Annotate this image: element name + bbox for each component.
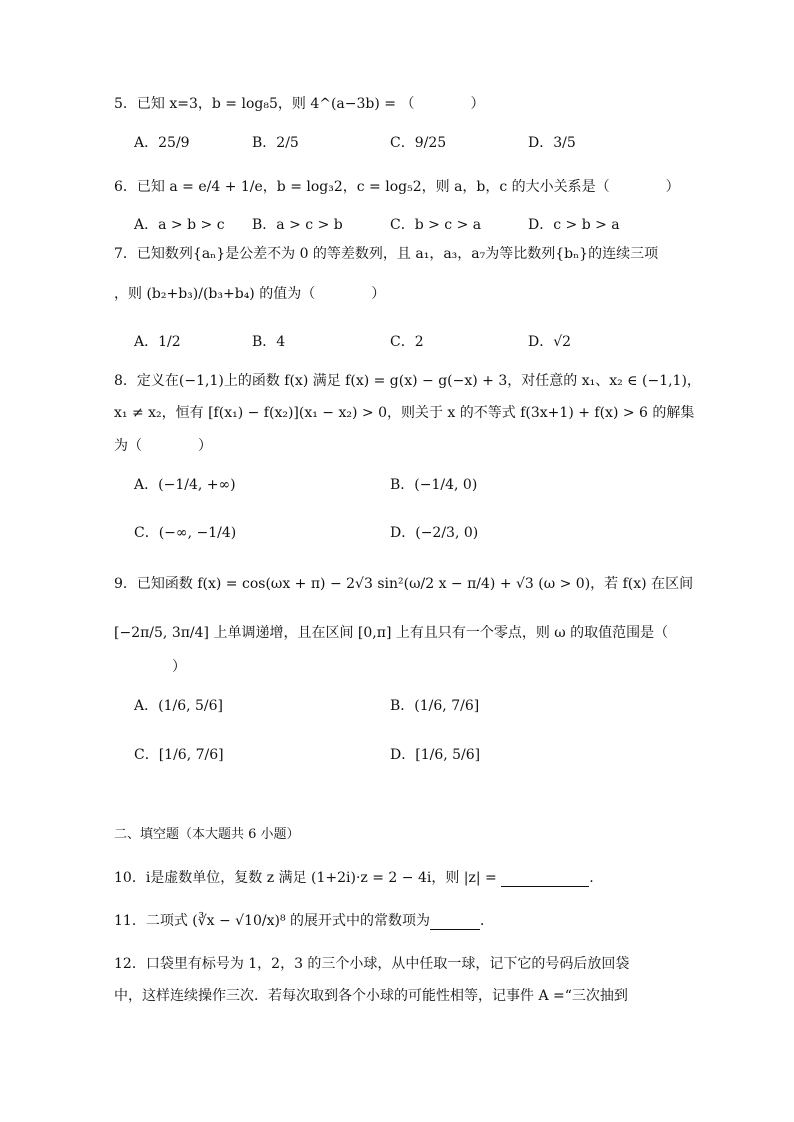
q8-option-b[interactable] (390, 476, 477, 494)
q6-option-b[interactable] (252, 216, 343, 234)
answer-blank[interactable] (430, 915, 480, 930)
q7-option-b[interactable] (252, 333, 285, 351)
question-8-line-3: 为（ ） (114, 438, 212, 454)
option-value: 9/25 (414, 135, 447, 151)
option-label: A． (134, 698, 159, 714)
option-value: 3/5 (553, 135, 576, 151)
section-heading: 二、填空题（本大题共 6 小题） (114, 827, 300, 842)
option-value: (1/6, 5/6] (158, 698, 224, 714)
period-mark: . (589, 870, 594, 886)
option-label: D． (528, 217, 554, 233)
question-5-stem: 5．已知 x=3，b = log₈5，则 4^(a−3b) = （ ） (114, 96, 485, 112)
q5-option-c[interactable] (390, 134, 446, 152)
option-label: B． (390, 698, 415, 714)
q6-option-a[interactable] (134, 216, 225, 234)
question-9-line-2: [−2π/5, 3π/4] 上单调递增，且在区间 [0,π] 上有且只有一个零点，则 ω 的取值范围是（ (114, 625, 669, 641)
q5-option-a[interactable] (134, 134, 190, 152)
question-8-line-1: 8．定义在(−1,1)上的函数 f(x) 满足 f(x) = g(x) − g(−x) + 3，对任意的 x₁、x₂ ∈ (−1,1)， (114, 373, 701, 389)
question-9-line-1: 9．已知函数 f(x) = cos(ωx + π) − 2√3 sin²(ω/2 x − π/4) + √3 (ω > 0)，若 f(x) 在区间 (114, 576, 694, 592)
option-label: C． (134, 747, 159, 763)
q5-option-d[interactable] (528, 134, 576, 152)
option-value: (−1/4, +∞) (158, 477, 236, 493)
option-value: 2 (414, 334, 424, 350)
q7-option-d[interactable] (528, 333, 571, 351)
option-label: A． (134, 477, 159, 493)
option-label: C． (390, 334, 415, 350)
option-value: (−1/4, 0) (414, 477, 478, 493)
question-12-line-1: 12．口袋里有标号为 1，2，3 的三个小球，从中任取一球，记下它的号码后放回袋 (114, 956, 630, 972)
option-label: D． (528, 334, 554, 350)
q9-option-b[interactable] (390, 697, 479, 715)
option-value: a > b > c (158, 217, 225, 233)
q8-option-d[interactable] (390, 524, 478, 542)
option-label: C． (134, 525, 159, 541)
option-value: (−2/3, 0) (415, 525, 479, 541)
option-value: b > c > a (414, 217, 482, 233)
q7-option-a[interactable] (134, 333, 181, 351)
option-label: D． (390, 525, 416, 541)
option-label: A． (134, 217, 159, 233)
option-value: c > b > a (553, 217, 620, 233)
question-11-text: 11．二项式 (∛x − √10/x)⁸ 的展开式中的常数项为 (114, 913, 431, 929)
option-label: D． (390, 747, 416, 763)
q8-option-a[interactable] (134, 476, 236, 494)
q7-option-c[interactable] (390, 333, 424, 351)
option-value: a > c > b (276, 217, 343, 233)
question-11 (114, 912, 494, 930)
option-value: 1/2 (158, 334, 181, 350)
option-value: 25/9 (158, 135, 190, 151)
q9-option-a[interactable] (134, 697, 223, 715)
option-value: [1/6, 7/6] (158, 747, 224, 763)
q6-option-d[interactable] (528, 216, 620, 234)
option-value: (1/6, 7/6] (414, 698, 480, 714)
option-label: B． (252, 217, 277, 233)
q9-option-c[interactable] (134, 746, 224, 764)
option-value: [1/6, 5/6] (415, 747, 481, 763)
option-value: 2/5 (276, 135, 299, 151)
question-7-line-1: 7．已知数列{aₙ}是公差不为 0 的等差数列，且 a₁，a₃，a₇为等比数列{bₙ}的连续三项 (114, 246, 659, 262)
option-label: C． (390, 135, 415, 151)
option-value: (−∞, −1/4) (158, 525, 237, 541)
question-12-line-2: 中，这样连续操作三次．若每次取到各个小球的可能性相等，记事件 A =“三次抽到 (114, 988, 628, 1004)
question-10-text: 10．i是虚数单位，复数 z 满足 (1+2i)·z = 2 − 4i，则 |z| = (114, 870, 502, 886)
period-mark: ． (480, 913, 495, 929)
answer-blank[interactable] (501, 872, 589, 887)
option-label: A． (134, 334, 159, 350)
question-9-line-3: ） (172, 659, 186, 675)
question-10 (114, 869, 594, 887)
option-label: A． (134, 135, 159, 151)
q6-option-c[interactable] (390, 216, 481, 234)
option-label: B． (252, 334, 277, 350)
q8-option-c[interactable] (134, 524, 236, 542)
option-value: 4 (276, 334, 286, 350)
q9-option-d[interactable] (390, 746, 480, 764)
option-label: B． (252, 135, 277, 151)
option-label: B． (390, 477, 415, 493)
option-label: C． (390, 217, 415, 233)
question-7-line-2: ，则 (b₂+b₃)/(b₃+b₄) 的值为（ ） (114, 286, 386, 302)
option-value: √2 (553, 334, 572, 350)
question-6-stem: 6．已知 a = e/4 + 1/e，b = log₃2，c = log₅2，则 a，b，c 的大小关系是（ ） (114, 179, 680, 195)
option-label: D． (528, 135, 554, 151)
q5-option-b[interactable] (252, 134, 299, 152)
question-8-line-2: x₁ ≠ x₂，恒有 [f(x₁) − f(x₂)](x₁ − x₂) > 0，则关于 x 的不等式 f(3x+1) + f(x) > 6 的解集 (114, 405, 695, 421)
